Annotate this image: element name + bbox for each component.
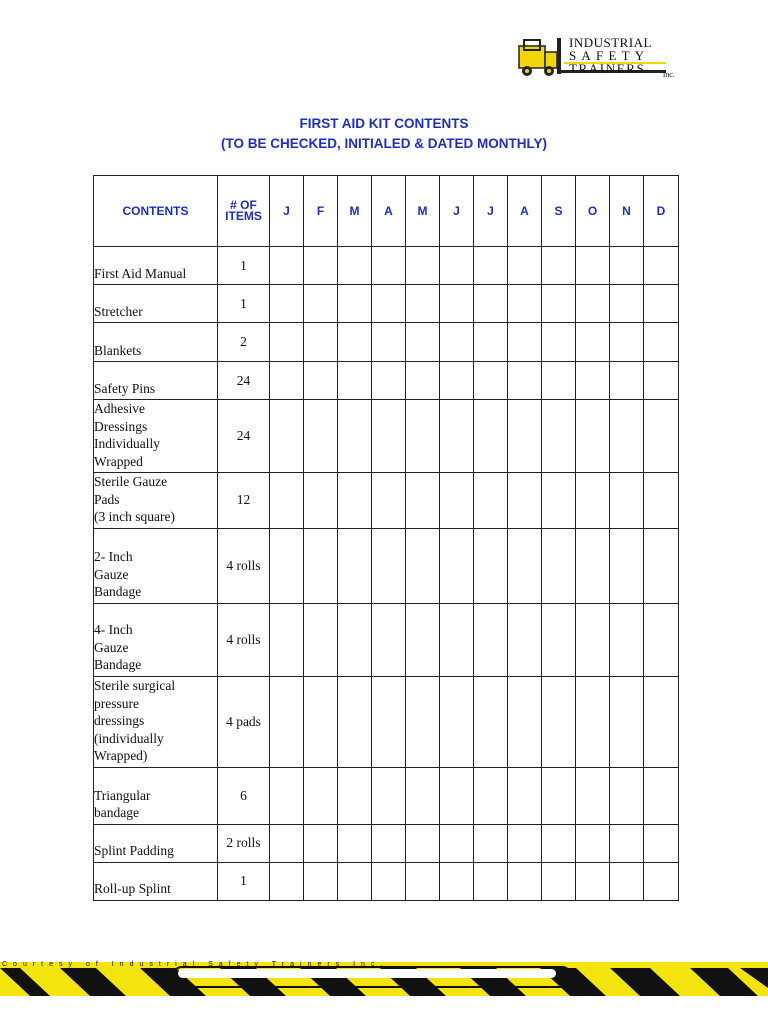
item-name-line: Blankets [94,342,142,358]
monthly-check-cell[interactable] [338,676,372,767]
monthly-check-cell[interactable] [474,285,508,323]
monthly-check-cell[interactable] [270,603,304,676]
monthly-check-cell[interactable] [610,862,644,900]
monthly-check-cell[interactable] [576,676,610,767]
monthly-check-cell[interactable] [440,400,474,473]
header-month: O [576,176,610,247]
monthly-check-cell[interactable] [270,362,304,400]
monthly-check-cell[interactable] [542,473,576,529]
monthly-check-cell[interactable] [644,285,679,323]
item-count-cell: 4 rolls [218,603,270,676]
header-month: S [542,176,576,247]
monthly-check-cell[interactable] [440,285,474,323]
monthly-check-cell[interactable] [576,285,610,323]
table-body [94,247,679,901]
item-name-line: Sterile surgical [94,678,176,693]
item-name-line: Pads [94,491,120,507]
monthly-check-cell[interactable] [406,528,440,603]
monthly-check-cell[interactable] [338,603,372,676]
monthly-check-cell[interactable] [440,676,474,767]
monthly-check-cell[interactable] [406,285,440,323]
monthly-check-cell[interactable] [542,247,576,285]
monthly-check-cell[interactable] [440,473,474,529]
table-row [94,824,679,862]
item-count-cell: 24 [218,400,270,473]
monthly-check-cell[interactable] [406,473,440,529]
monthly-check-cell[interactable] [474,400,508,473]
monthly-check-cell[interactable] [304,362,338,400]
header-month: J [474,176,508,247]
monthly-check-cell[interactable] [508,676,542,767]
monthly-check-cell[interactable] [576,862,610,900]
monthly-check-cell[interactable] [270,824,304,862]
first-aid-checklist-table [93,175,679,901]
monthly-check-cell[interactable] [304,528,338,603]
item-name-line: (individually [94,730,164,746]
monthly-check-cell[interactable] [644,603,679,676]
monthly-check-cell[interactable] [270,676,304,767]
monthly-check-cell[interactable] [440,767,474,824]
monthly-check-cell[interactable] [576,247,610,285]
table-row [94,285,679,323]
monthly-check-cell[interactable] [338,767,372,824]
monthly-check-cell[interactable] [304,824,338,862]
monthly-check-cell[interactable] [610,603,644,676]
monthly-check-cell[interactable] [542,862,576,900]
monthly-check-cell[interactable] [406,362,440,400]
monthly-check-cell[interactable] [644,362,679,400]
monthly-check-cell[interactable] [406,323,440,362]
table-row [94,247,679,285]
monthly-check-cell[interactable] [440,528,474,603]
monthly-check-cell[interactable] [474,767,508,824]
monthly-check-cell[interactable] [270,767,304,824]
monthly-check-cell[interactable] [338,400,372,473]
monthly-check-cell[interactable] [440,862,474,900]
monthly-check-cell[interactable] [440,824,474,862]
company-name-line2: SAFETY [569,48,650,63]
monthly-check-cell[interactable] [270,285,304,323]
header-month: M [338,176,372,247]
monthly-check-cell[interactable] [508,767,542,824]
item-name-line: Individually [94,436,160,451]
table-row [94,362,679,400]
monthly-check-cell[interactable] [576,473,610,529]
item-count-cell: 12 [218,473,270,529]
header-month: F [304,176,338,247]
table-row [94,862,679,900]
monthly-check-cell[interactable] [372,362,406,400]
monthly-check-cell[interactable] [338,528,372,603]
item-name-cell [94,603,218,676]
monthly-check-cell[interactable] [508,362,542,400]
monthly-check-cell[interactable] [542,400,576,473]
monthly-check-cell[interactable] [270,473,304,529]
monthly-check-cell[interactable] [576,400,610,473]
monthly-check-cell[interactable] [644,400,679,473]
monthly-check-cell[interactable] [304,473,338,529]
item-name-line: 4- Inch [94,622,133,637]
monthly-check-cell[interactable] [474,824,508,862]
company-name [569,36,652,75]
monthly-check-cell[interactable] [542,603,576,676]
monthly-check-cell[interactable] [644,473,679,529]
monthly-check-cell[interactable] [474,528,508,603]
item-name-line: Sterile Gauze [94,474,168,489]
monthly-check-cell[interactable] [542,676,576,767]
monthly-check-cell[interactable] [610,824,644,862]
monthly-check-cell[interactable] [270,323,304,362]
monthly-check-cell[interactable] [644,676,679,767]
monthly-check-cell[interactable] [508,528,542,603]
item-name-line: Gauze [94,566,129,582]
item-name-line: Triangular [94,787,151,803]
footer-banner-fill [178,969,556,978]
monthly-check-cell[interactable] [644,862,679,900]
item-name-cell [94,247,218,285]
item-name-line: bandage [94,805,139,820]
item-name-cell [94,824,218,862]
monthly-check-cell[interactable] [610,247,644,285]
header-month: J [440,176,474,247]
monthly-check-cell[interactable] [372,400,406,473]
monthly-check-cell[interactable] [610,323,644,362]
item-name-line: Stretcher [94,303,143,319]
monthly-check-cell[interactable] [474,473,508,529]
document-title: FIRST AID KIT CONTENTS [299,116,469,131]
header-item-count [218,176,270,247]
monthly-check-cell[interactable] [576,824,610,862]
monthly-check-cell[interactable] [406,767,440,824]
header-month: A [508,176,542,247]
monthly-check-cell[interactable] [406,824,440,862]
monthly-check-cell[interactable] [440,603,474,676]
monthly-check-cell[interactable] [508,473,542,529]
item-name-cell [94,676,218,767]
company-suffix: inc. [663,70,675,79]
monthly-check-cell[interactable] [440,323,474,362]
monthly-check-cell[interactable] [372,528,406,603]
monthly-check-cell[interactable] [542,824,576,862]
monthly-check-cell[interactable] [508,285,542,323]
monthly-check-cell[interactable] [338,824,372,862]
item-name-cell [94,285,218,323]
item-name-line: Gauze [94,639,129,655]
company-name-line3: TRAINERS [569,61,646,76]
monthly-check-cell[interactable] [508,323,542,362]
monthly-check-cell[interactable] [270,862,304,900]
item-name-line: Wrapped [94,453,143,469]
header-month: A [372,176,406,247]
item-name-line: Roll-up Splint [94,881,171,896]
monthly-check-cell[interactable] [270,528,304,603]
monthly-check-cell[interactable] [610,767,644,824]
monthly-check-cell[interactable] [406,862,440,900]
company-name-line1: INDUSTRIAL [569,35,652,50]
monthly-check-cell[interactable] [474,362,508,400]
monthly-check-cell[interactable] [474,247,508,285]
monthly-check-cell[interactable] [610,473,644,529]
monthly-check-cell[interactable] [508,247,542,285]
header-month: J [270,176,304,247]
monthly-check-cell[interactable] [338,862,372,900]
table-header-row [94,176,679,247]
table-row [94,528,679,603]
monthly-check-cell[interactable] [372,285,406,323]
header-month: D [644,176,679,247]
monthly-check-cell[interactable] [372,323,406,362]
monthly-check-cell[interactable] [474,862,508,900]
item-name-line: First Aid Manual [94,265,187,281]
monthly-check-cell[interactable] [508,862,542,900]
item-name-line: Safety Pins [94,380,156,396]
monthly-check-cell[interactable] [304,767,338,824]
monthly-check-cell[interactable] [304,400,338,473]
item-name-cell [94,362,218,400]
monthly-check-cell[interactable] [576,603,610,676]
monthly-check-cell[interactable] [644,767,679,824]
monthly-check-cell[interactable] [610,528,644,603]
item-count-cell: 2 rolls [218,824,270,862]
monthly-check-cell[interactable] [542,528,576,603]
monthly-check-cell[interactable] [610,400,644,473]
header-contents: CONTENTS [94,176,218,247]
item-count-cell: 2 [218,323,270,362]
monthly-check-cell[interactable] [542,362,576,400]
item-name-cell [94,528,218,603]
monthly-check-cell[interactable] [304,862,338,900]
table-row [94,676,679,767]
item-count-cell: 4 pads [218,676,270,767]
monthly-check-cell[interactable] [474,323,508,362]
table-row [94,603,679,676]
table-row [94,323,679,362]
monthly-check-cell[interactable] [304,323,338,362]
courtesy-text: Courtesy of Industrial Safety Trainers Inc. [2,961,389,968]
monthly-check-cell[interactable] [372,603,406,676]
monthly-check-cell[interactable] [270,247,304,285]
item-name-line: 2- Inch [94,549,133,564]
header-count-line1: # OF [230,198,257,212]
monthly-check-cell[interactable] [508,603,542,676]
item-name-line: (3 inch square) [94,509,175,524]
item-name-cell [94,473,218,529]
monthly-check-cell[interactable] [610,676,644,767]
item-name-cell [94,323,218,362]
item-count-cell: 24 [218,362,270,400]
monthly-check-cell[interactable] [338,473,372,529]
monthly-check-cell[interactable] [474,676,508,767]
header-count-line2: ITEMS [225,209,262,223]
item-name-line: Adhesive [94,401,145,416]
monthly-check-cell[interactable] [406,247,440,285]
monthly-check-cell[interactable] [610,362,644,400]
item-name-line: Bandage [94,657,142,672]
monthly-check-cell[interactable] [304,603,338,676]
monthly-check-cell[interactable] [372,862,406,900]
monthly-check-cell[interactable] [338,323,372,362]
monthly-check-cell[interactable] [406,603,440,676]
header-month: N [610,176,644,247]
monthly-check-cell[interactable] [542,767,576,824]
monthly-check-cell[interactable] [440,247,474,285]
monthly-check-cell[interactable] [644,824,679,862]
monthly-check-cell[interactable] [644,247,679,285]
document-subtitle: (TO BE CHECKED, INITIALED & DATED MONTHLY) [220,136,547,151]
monthly-check-cell[interactable] [338,362,372,400]
header-month: M [406,176,440,247]
item-count-cell: 6 [218,767,270,824]
monthly-check-cell[interactable] [406,676,440,767]
monthly-check-cell[interactable] [576,362,610,400]
monthly-check-cell[interactable] [576,767,610,824]
monthly-check-cell[interactable] [542,323,576,362]
monthly-check-cell[interactable] [508,824,542,862]
item-count-cell: 1 [218,862,270,900]
monthly-check-cell[interactable] [372,824,406,862]
item-name-line: dressings [94,713,145,728]
monthly-check-cell[interactable] [338,285,372,323]
monthly-check-cell[interactable] [270,400,304,473]
item-count-cell: 1 [218,247,270,285]
table-row [94,400,679,473]
item-count-cell: 1 [218,285,270,323]
monthly-check-cell[interactable] [474,603,508,676]
monthly-check-cell[interactable] [338,247,372,285]
monthly-check-cell[interactable] [372,247,406,285]
monthly-check-cell[interactable] [644,323,679,362]
item-name-line: Bandage [94,584,142,599]
monthly-check-cell[interactable] [576,528,610,603]
monthly-check-cell[interactable] [542,285,576,323]
monthly-check-cell[interactable] [440,362,474,400]
monthly-check-cell[interactable] [644,528,679,603]
monthly-check-cell[interactable] [576,323,610,362]
monthly-check-cell[interactable] [508,400,542,473]
monthly-check-cell[interactable] [610,285,644,323]
monthly-check-cell[interactable] [406,400,440,473]
monthly-check-cell[interactable] [372,676,406,767]
table-row [94,767,679,824]
monthly-check-cell[interactable] [372,767,406,824]
item-name-line: Splint Padding [94,843,174,858]
monthly-check-cell[interactable] [372,473,406,529]
monthly-check-cell[interactable] [304,285,338,323]
monthly-check-cell[interactable] [304,676,338,767]
item-count-cell: 4 rolls [218,528,270,603]
item-name-line: pressure [94,695,139,711]
item-name-cell [94,400,218,473]
item-name-cell [94,767,218,824]
item-name-line: Wrapped) [94,748,148,763]
monthly-check-cell[interactable] [304,247,338,285]
item-name-line: Dressings [94,418,148,434]
item-name-cell [94,862,218,900]
table-row [94,473,679,529]
